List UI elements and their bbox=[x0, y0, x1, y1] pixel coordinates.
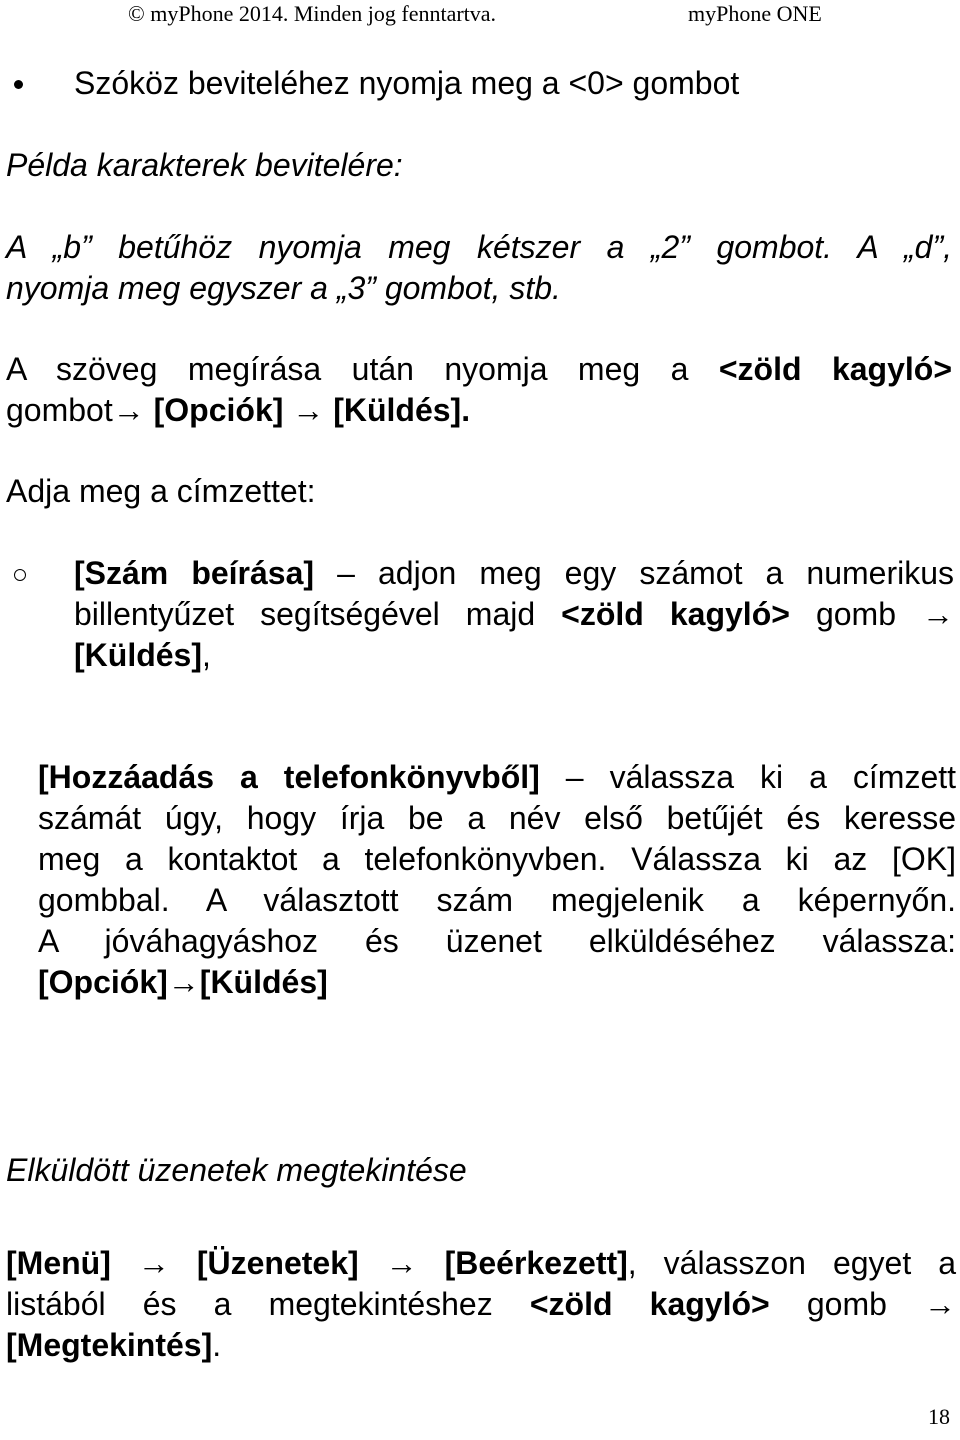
after-writing-instruction: A szöveg megírása után nyomja meg a <zöld kagyló> gombot→ [Opciók] → [Küldés]. bbox=[6, 351, 953, 428]
copyright-notice: © myPhone 2014. Minden jog fenntartva. bbox=[128, 1, 497, 26]
sent-messages-instruction: [Menü] → [Üzenetek] → [Beérkezett], válasszon egyet a listából és a megtekintéshez <zöld kagyló> gomb → [Megtekintés]. bbox=[6, 1245, 957, 1363]
example-heading: Példa karakterek bevitelére: bbox=[6, 147, 403, 183]
add-from-phonebook-instruction: [Hozzáadás a telefonkönyvből] – válassza ki a címzett számát úgy, hogy írja be a név első betűjét és keresse meg a kontaktot a telefonkönyvben. Válassza ki az [OK] gombbal. A választott szám megjelenik a képernyőn. A jóváhagyáshoz és üzenet elküldéséhez válassza: [Opciók]→[Küldés] bbox=[38, 759, 957, 1000]
enter-number-instruction: [Szám beírása] – adjon meg egy számot a numerikus billentyűzet segítségével majd <zöld kagyló> gomb → [Küldés], bbox=[74, 555, 955, 673]
bullet-icon bbox=[14, 80, 23, 89]
phone-model: myPhone ONE bbox=[688, 1, 822, 26]
bullet-circle-icon bbox=[14, 569, 26, 581]
page-number: 18 bbox=[928, 1404, 950, 1429]
example-text: A „b” betűhöz nyomja meg kétszer a „2” gombot. A „d”, nyomja meg egyszer a „3” gombot, stb. bbox=[6, 229, 952, 306]
sent-messages-heading: Elküldött üzenetek megtekintése bbox=[6, 1152, 467, 1188]
page-header bbox=[0, 0, 960, 30]
recipient-heading: Adja meg a címzettet: bbox=[6, 473, 316, 509]
space-tip: Szóköz beviteléhez nyomja meg a <0> gombot bbox=[74, 65, 740, 101]
